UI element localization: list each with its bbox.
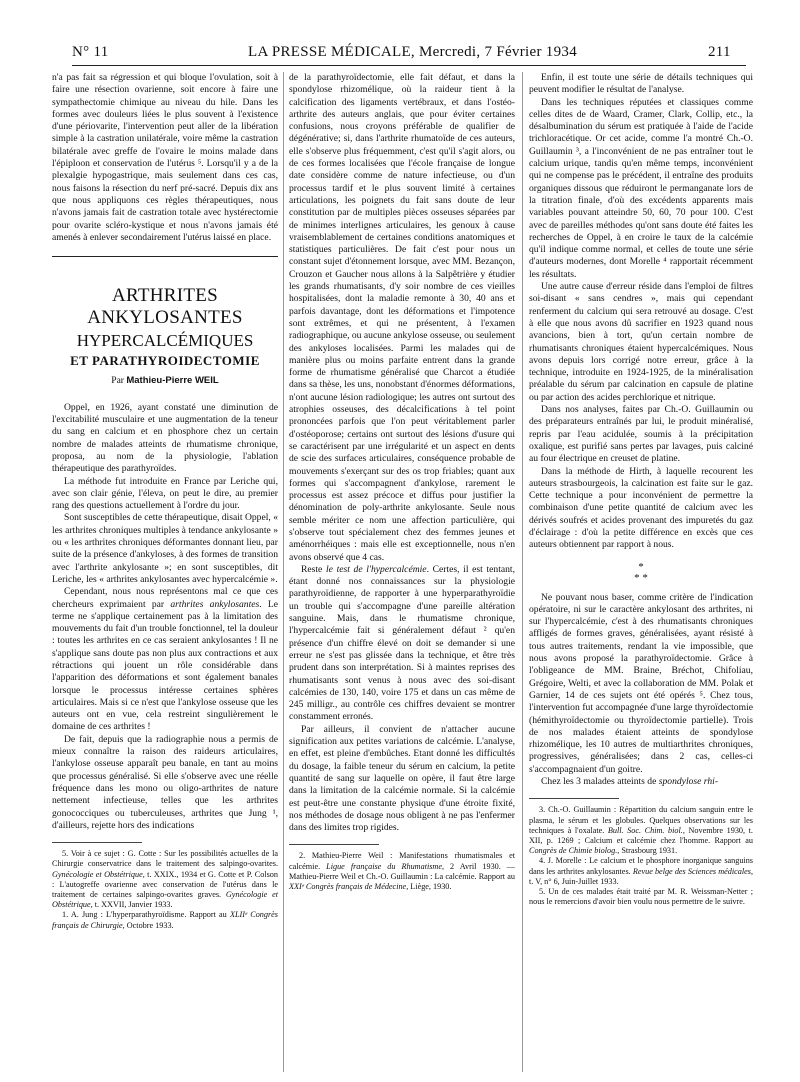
paragraph: Dans les techniques réputées et classiques comme celles dites de de Waard, Cramer, Clark, Collip, etc., la désalbumination du sérum est pratiquée à l'aide de l'acide trichloracétique. Or cet acide, comme l'a montré Ch.-O. Guillaumin ³, a l'inconvénient de ne pas entraîner tout le calcium urique, tandis qu'en même temps, inconvénient qui ne compense pas le précédent, il entraîne des produits organiques dissous que réduiront le permanganate lors de la titration finale, d'où des excédents apparents mais variables pouvant atteindre 50, 60, 70 pour 100. C'est avec de pareilles méthodes qu'ont sans doute été faites les recherches de Oppel, à en croire le taux de la calcémie qu'il indique comme normal, et celles de toute une série d'auteurs modernes, dont Morelle ⁴ rapportait récemment les résultats. — [529, 96, 753, 280]
paragraph: de la parathyroïdectomie, elle fait défaut, et dans la spondylose rhizomélique, où la raideur tient à la calcification des ligaments vertébraux, et dans l'ostéo-arthrite des auteurs anglais, que pour éviter certaines confusions, nous croyons préférable de qualifier de dégénérative; si, dans l'arthrite rhumatoïde de ces auteurs, elle s'observe plus fréquemment, c'est qu'il s'agit alors, ou de ces formes localisées que l'école française de longue date considère comme de nature infectieuse, ou d'un processus tardif et le plus souvent limité à certaines articulations, les poignets du fait sans doute de leur constitution par de multiples pièces osseuses séparées par de minimes interlignes articulaires, les genoux à cause vraisemblablement de certaines conditions anatomiques et statistiques particulières. De fait c'est pour nous un constant sujet d'étonnement lorsque, avec MM. Bezançon, Crouzon et Gaucher nous allons à la Salpêtrière y étudier les grands rhumatisants, d'y soir nombre de ces vieilles hospitalisées, dont la maladie remonte à 30, 40 ans et parfois davantage, dont les déformations et l'impotence sont extrêmes, et qui ne présentent, à l'examen radiographique, ou aucune ankylose osseuse, ou seulement des ankyloses localisées. Parmi les malades qui de manière plus ou moins parfaite entrent dans la grande forme de rhumatisme généralisé que Charcot a étudiée dans sa thèse, les uns, nonobstant d'énormes déformations, n'ont aucune lésion radiologique; les autres ont surtout des atrophies osseuses, des décalcifications à tel point prononcées parfois que l'on peut véritablement parler d'ostéoporose; certains ont surtout des lésions d'usure qui se caractérisent par une irrégularité et un aspect en dents de scie des surfaces articulaires, conséquence probable de mouvements s'exerçant sur des os trop friables; quant aux formes qui s'accompagnent d'ankylose, rarement le processus est assez précoce et diffus pour justifier la dénomination de poly-arthrite ankylosante. Seule nous semble mériter ce nom une affection particulière, qui s'observe tout spécialement chez des femmes jeunes et aménorrhéiques : mais elle est exceptionnelle, nous n'en avons observé que 4 cas. — [289, 72, 515, 563]
footnotes — [289, 851, 515, 892]
footnote-5: 5. Un de ces malades était traité par M. R. Weissman-Netter ; nous le remercions d'avoir bien voulu nous permettre de le suivre. — [529, 886, 753, 907]
paragraph: Chez les 3 malades atteints de spondylose rhi- — [541, 776, 719, 788]
paragraph: Reste le test de l'hypercalcémie. Certes, il est tentant, étant donné nos connaissances sur la physiologie parathyroïdienne, de rapporter à une hyperparathyroïdie un trouble qui s'accompagne d'une pareille altération sanguine. Mais, dans le rhumatisme chronique, l'hypercalcémie fait si généralement défaut ² qu'en présence d'un chiffre élevé on doit se demander si une erreur ne s'est pas glissée dans la technique, et être très prudent dans son interprétation. Si à maintes reprises des rhumatisants sont venus à nous avec des soi-disant calcémies de 130, 140, voire 175 et dans un cas même de 245 milligr., au contrôle ces chiffres devaient se montrer constamment erronés. — [289, 563, 515, 723]
footnotes — [529, 805, 753, 907]
issue-number: N° 11 — [72, 44, 109, 60]
article-subtitle-2: ET PARATHYROIDECTOMIE — [70, 353, 260, 369]
column-divider-1 — [283, 72, 284, 1072]
running-header: LA PRESSE MÉDICALE, Mercredi, 7 Février 1934 — [248, 44, 577, 60]
footnote-rule — [52, 842, 142, 843]
paragraph: Par ailleurs, il convient de n'attacher aucune signification aux petites variations de calcémie. L'analyse, en effet, est pleine d'embûches. Etant donné les difficultés du dosage, la faible teneur du sérum en calcium, la petite quantité de sang sur laquelle on opère, il faut être large dans la limitation de la calcémie normale. Si la calcémie est peut-être une constante physique d'une étroite fixité, nos méthodes de dosage nous obligent à ne pas l'enfermer dans des limites trop rigides. — [289, 723, 515, 834]
article-title: ARTHRITES ANKYLOSANTES — [87, 285, 243, 329]
column-divider-2 — [522, 72, 523, 1072]
article-separator-rule — [52, 256, 278, 257]
paragraph: Ne pouvant nous baser, comme critère de l'indication opératoire, ni sur le caractère ankylosant des arthrites, ni sur l'hypercalcémie, c'est à des rhumatisants chroniques affligés de formes graves, généralisées, ayant résisté à tous autres traitements, rendant la vie impossible, que nous avons proposé la parathyroïdectomie. Grâce à l'obligeance de MM. Braine, Bréchot, Chifoliau, Grégoire, Welti, et avec la collaboration de MM. Polak et Garnier, 14 de ces sujets ont été opérés ⁵. Chez tous, l'intervention fut accompagnée d'une large thyroïdectomie (hémithyroïdectomie ou thyroïdectomie partielle). Trois de nos malades étaient atteints de spondylose rhizomélique, les 10 autres de multiarthrites chroniques, progressives, généralisées; dans 2 cas, celles-ci s'accompagnaient d'un goitre. — [529, 591, 753, 775]
paragraph: Enfin, il est toute une série de détails techniques qui peuvent modifier le résultat de l'analyse. — [529, 72, 753, 96]
footnote-2: 2. Mathieu-Pierre Weil : Manifestations rhumatismales et calcémie. Ligue française du Rhumatisme, 2 Avril 1930. — Mathieu-Pierre Weil et Ch.-O. Guillaumin : La calcémie. Rapport au XXIᵉ Congrès français de Médecine, Liège, 1930. — [289, 851, 515, 892]
previous-article-conclusion: n'a pas fait sa régression et qui bloque l'ovulation, soit à faire une résection ovarienne, soit encore à faire une sympathectomie chimique au niveau du hile. Dans les formes avec douleurs liées le plus souvent à l'existence d'une périovarite, l'intervention peut aller de la libération simple à la castration unilatérale, voire même la castration bilatérale avec greffe de l'ovaire le moins malade dans l'épiploon et conservation de l'utérus ⁵. Lorsqu'il y a de la plexalgie hypogastrique, mais seulement dans ces cas, nous faisons la résection du nerf pré-sacré. Depuis dix ans que nous appliquons ces règles thérapeutiques, nous n'avons jamais fait de castration totale avec hystérectomie pour ovarite scléro-kystique et nous n'avons jamais été amenés à enlever secondairement l'utérus laissé en place. — [52, 72, 278, 243]
footnote-5: 5. Voir à ce sujet : G. Cotte : Sur les possibilités actuelles de la Chirurgie conservatrice dans le traitement des salpingo-ovarites. Gynécologie et Obstétrique, t. XXIX., 1934 et G. Cotte et P. Colson : L'autogreffe ovarienne avec conservation de l'utérus dans le traitement de certaines salpingo-ovarites graves. Gynécologie et Obstétrique, t. XXVII, Janvier 1933. — [52, 849, 278, 910]
paragraph: Dans la méthode de Hirth, à laquelle recourent les auteurs strasbourgeois, la calcination est faite sur le gaz. Cette technique a pour inconvénient de permettre la combinaison d'une petite quantité de calcium avec les dérivés soufrés et acides provenant des impuretés du gaz d'éclairage : d'où la petite différence en excès que ces auteurs obtiennent par rapport à nous. — [529, 465, 753, 551]
section-separator-asterisks: * * * — [634, 560, 648, 584]
paragraph: Une autre cause d'erreur réside dans l'emploi de filtres soi-disant « sans cendres », mais qui cependant renferment du calcium qui sera retrouvé au dosage. C'est à elle que nous avons dû sacrifier en 1923 quand nous avancions, bien à tort, qu'un certain nombre de rhumatisants chroniques étaient hypercalcémiques. Nous avons depuis lors corrigé notre erreur, grâce à la technique, introduite en 1924-1925, de la minéralisation préalable du sérum par calcination en capsule de platine ou par action des acides perchlorique et nitrique. — [529, 281, 753, 403]
paragraph: Cependant, nous nous représentons mal ce que ces chercheurs exprimaient par arthrites ankylosantes. Le terme ne s'applique certainement pas à la limitation des mouvements du fait d'un trouble fonctionnel, tel la douleur : toutes les arthrites en ce cas seraient ankylosantes ! Il ne s'applique sans doute pas non plus aux contractions et aux rétractions qui jouent un rôle considérable dans l'apparition des déformations et sont également banales lorsque le processus intéresse certaines sphères articulaires. Mais si ce n'est que l'ankylose osseuse que les auteurs ont en vue, cela restreint singulièrement le domaine de ces arthrites ! — [52, 586, 278, 733]
author-name: Mathieu-Pierre WEIL — [126, 375, 219, 387]
footnote-4: 4. J. Morelle : Le calcium et le phosphore inorganique sanguins dans les arthrites ankylosantes. Revue belge des Sciences médicales, t. V, n° 6, Juin-Juillet 1933. — [529, 856, 753, 886]
article-subtitle: HYPERCALCÉMIQUES — [76, 331, 254, 351]
paragraph: Sont susceptibles de cette thérapeutique, disait Oppel, « les arthrites chroniques multiples à tendance ankylosante » ou « les arthrites chroniques déformantes donnant lieu, par suite de la présence d'ankyloses, à des formes de transition avec l'arthrite ankylosante »; en sont susceptibles, dit Leriche, les « arthrites ankylosantes avec hypercalcémie ». — [52, 512, 278, 585]
author-prefix: Par — [111, 376, 124, 387]
page-number: 211 — [708, 44, 731, 60]
column-left — [52, 72, 278, 931]
header-rule — [72, 65, 746, 66]
column-right — [529, 72, 753, 907]
column-middle — [289, 72, 515, 892]
paragraph: De fait, depuis que la radiographie nous a permis de mieux connaître la raison des raideurs articulaires, l'ankylose osseuse apparaît peu banale, en tant au moins que processus généralisé. Si elle s'observe avec une réelle fréquence dans les mono ou oligo-arthrites de nature nettement infectieuse, telles que les arthrites gonococciques ou tuberculeuses, arthrites que Jung ¹, d'ailleurs, rejette hors des indications — [52, 733, 278, 831]
footnote-1: 1. A. Jung : L'hyperparathyroïdisme. Rapport au XLIIᵉ Congrès français de Chirurgie, Octobre 1933. — [52, 910, 278, 930]
footnote-rule — [529, 798, 619, 799]
paragraph: Dans nos analyses, faites par Ch.-O. Guillaumin ou des préparateurs entraînés par lui, le produit minéralisé, repris par l'eau acidulée, soumis à la précipitation oxalique, est purifié sans pertes par lavages, puis calciné au four électrique en creuset de platine. — [529, 404, 753, 465]
footnotes — [52, 849, 278, 931]
footnote-3: 3. Ch.-O. Guillaumin : Répartition du calcium sanguin entre le plasma, le sérum et les globules. Quelques observations sur les techniques à l'oxalate. Bull. Soc. Chim. biol., Novembre 1930, t. XII, p. 1269 ; Calcium et calcémie chez l'homme. Rapport au Congrès de Chimie biolog., Strasbourg 1931. — [529, 805, 753, 856]
footnote-rule — [289, 844, 379, 845]
paragraph: Oppel, en 1926, ayant constaté une diminution de l'excitabilité musculaire et une augmentation de la teneur du sang en calcium et en phosphore chez un certain nombre de malades atteints de rhumatisme chronique, proposa, au nom de la physiologie, l'ablation thérapeutique des parathyroïdes. — [52, 401, 278, 475]
paragraph: La méthode fut introduite en France par Leriche qui, avec son clair génie, l'éleva, on peut le dire, au premier rang des questions actuellement à l'ordre du jour. — [52, 475, 278, 512]
author-line — [52, 375, 278, 387]
